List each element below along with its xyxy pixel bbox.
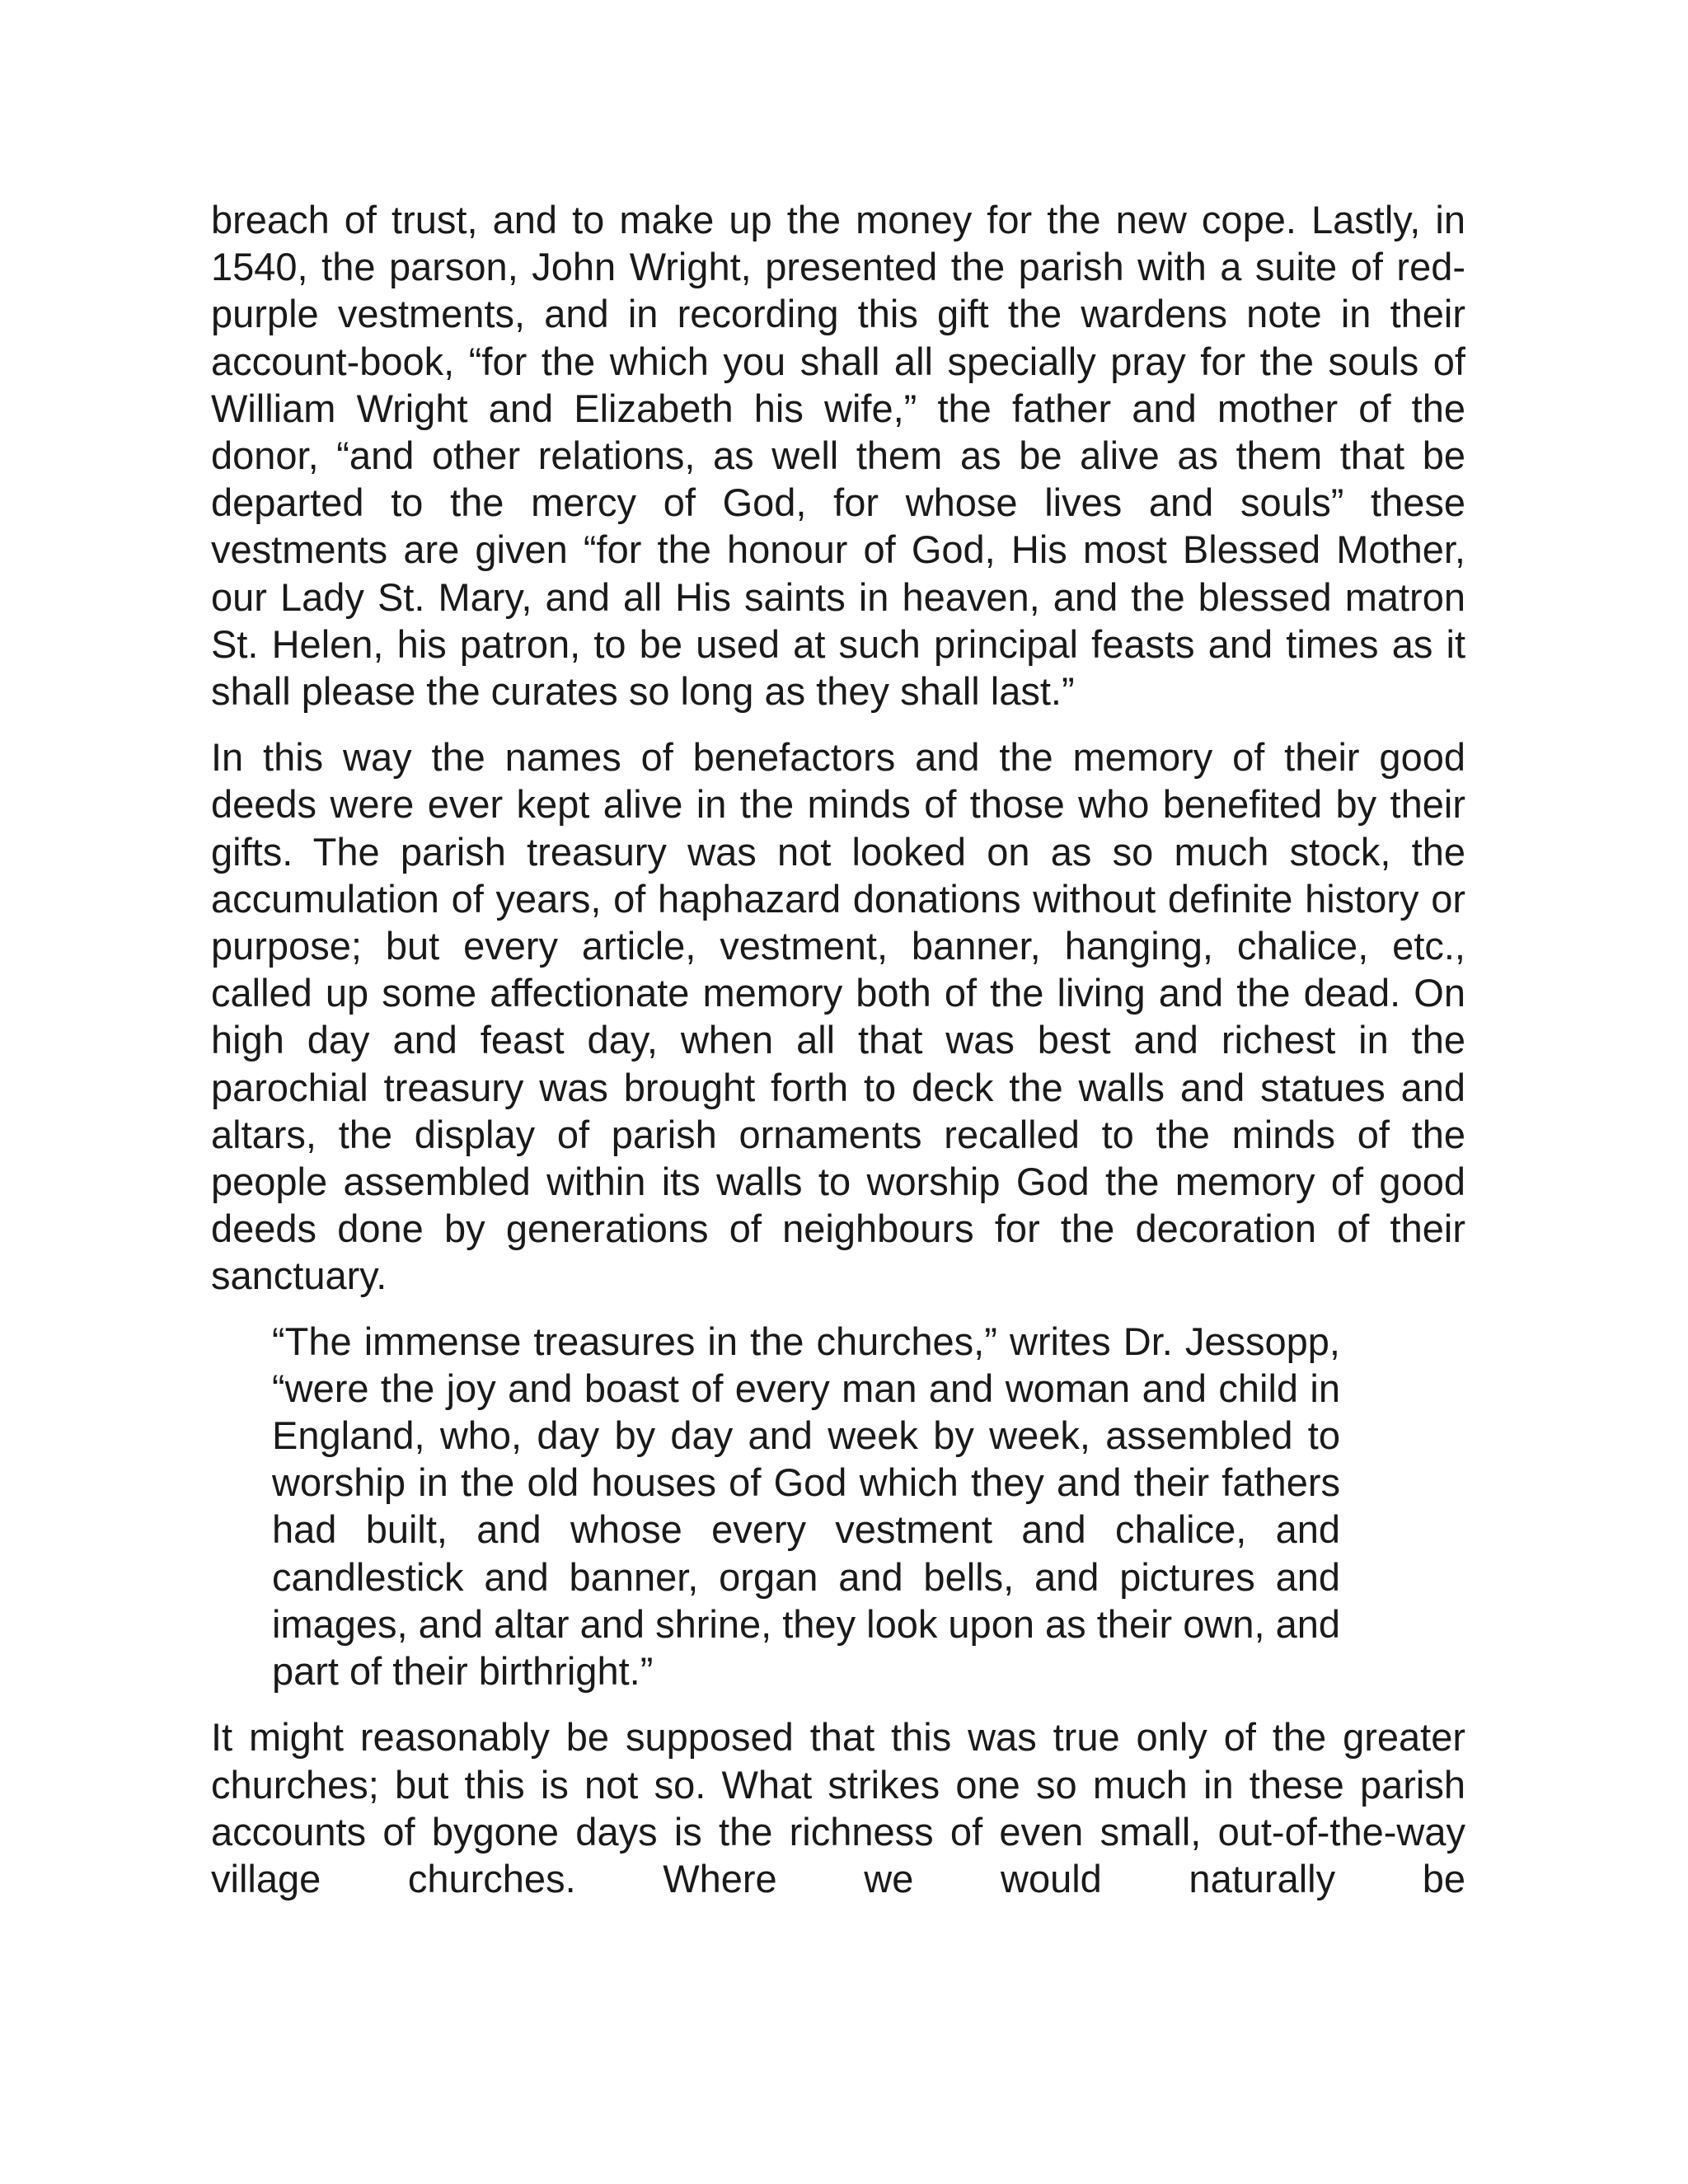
quote-text: “The immense treasures in the churches,” writes Dr. Jessopp, “were the joy and boast of every man and woman and child in England, who, day by day and week by week, assembled to worship in the old houses of God which they and their fathers had built, and whose every vestment and chalice, and candlestick and banner, organ and bells, and pictures and images, and altar and shrine, they look upon as their own, and part of their birthright.” (272, 1319, 1340, 1694)
document-page (211, 196, 1465, 1902)
paragraph-village-churches: It might reasonably be supposed that this was true only of the greater churches; but this is not so. What strikes one so much in these parish accounts of bygone days is the richness of even small, out-of-the-way village churches. Where we would naturally be (211, 1715, 1465, 1900)
paragraph-vestments-gift: breach of trust, and to make up the money for the new cope. Lastly, in 1540, the parson, John Wright, presented the parish with a suite of red-purple vestments, and in recording this gift the wardens note in their account-book, “for the which you shall all specially pray for the souls of William Wright and Elizabeth his wife,” the father and mother of the donor, “and other relations, as well them as be alive as them that be departed to the mercy of God, for whose lives and souls” these vestments are given “for the honour of God, His most Blessed Mother, our Lady St. Mary, and all His saints in heaven, and the blessed matron St. Helen, his patron, to be used at such principal feasts and times as it shall please the curates so long as they shall last.” (211, 198, 1465, 714)
paragraph-benefactors-memory: In this way the names of benefactors and the memory of their good deeds were ever kept alive in the minds of those who benefited by their gifts. The parish treasury was not looked on as so much stock, the accumulation of years, of haphazard donations without definite history or purpose; but every article, vestment, banner, hanging, chalice, etc., called up some affectionate memory both of the living and the dead. On high day and feast day, when all that was best and richest in the parochial treasury was brought forth to deck the walls and statues and altars, the display of parish ornaments recalled to the minds of the people assembled within its walls to worship God the memory of good deeds done by generations of neighbours for the decoration of their sanctuary. (211, 735, 1465, 1298)
block-quote-jessopp (211, 1318, 1465, 1695)
